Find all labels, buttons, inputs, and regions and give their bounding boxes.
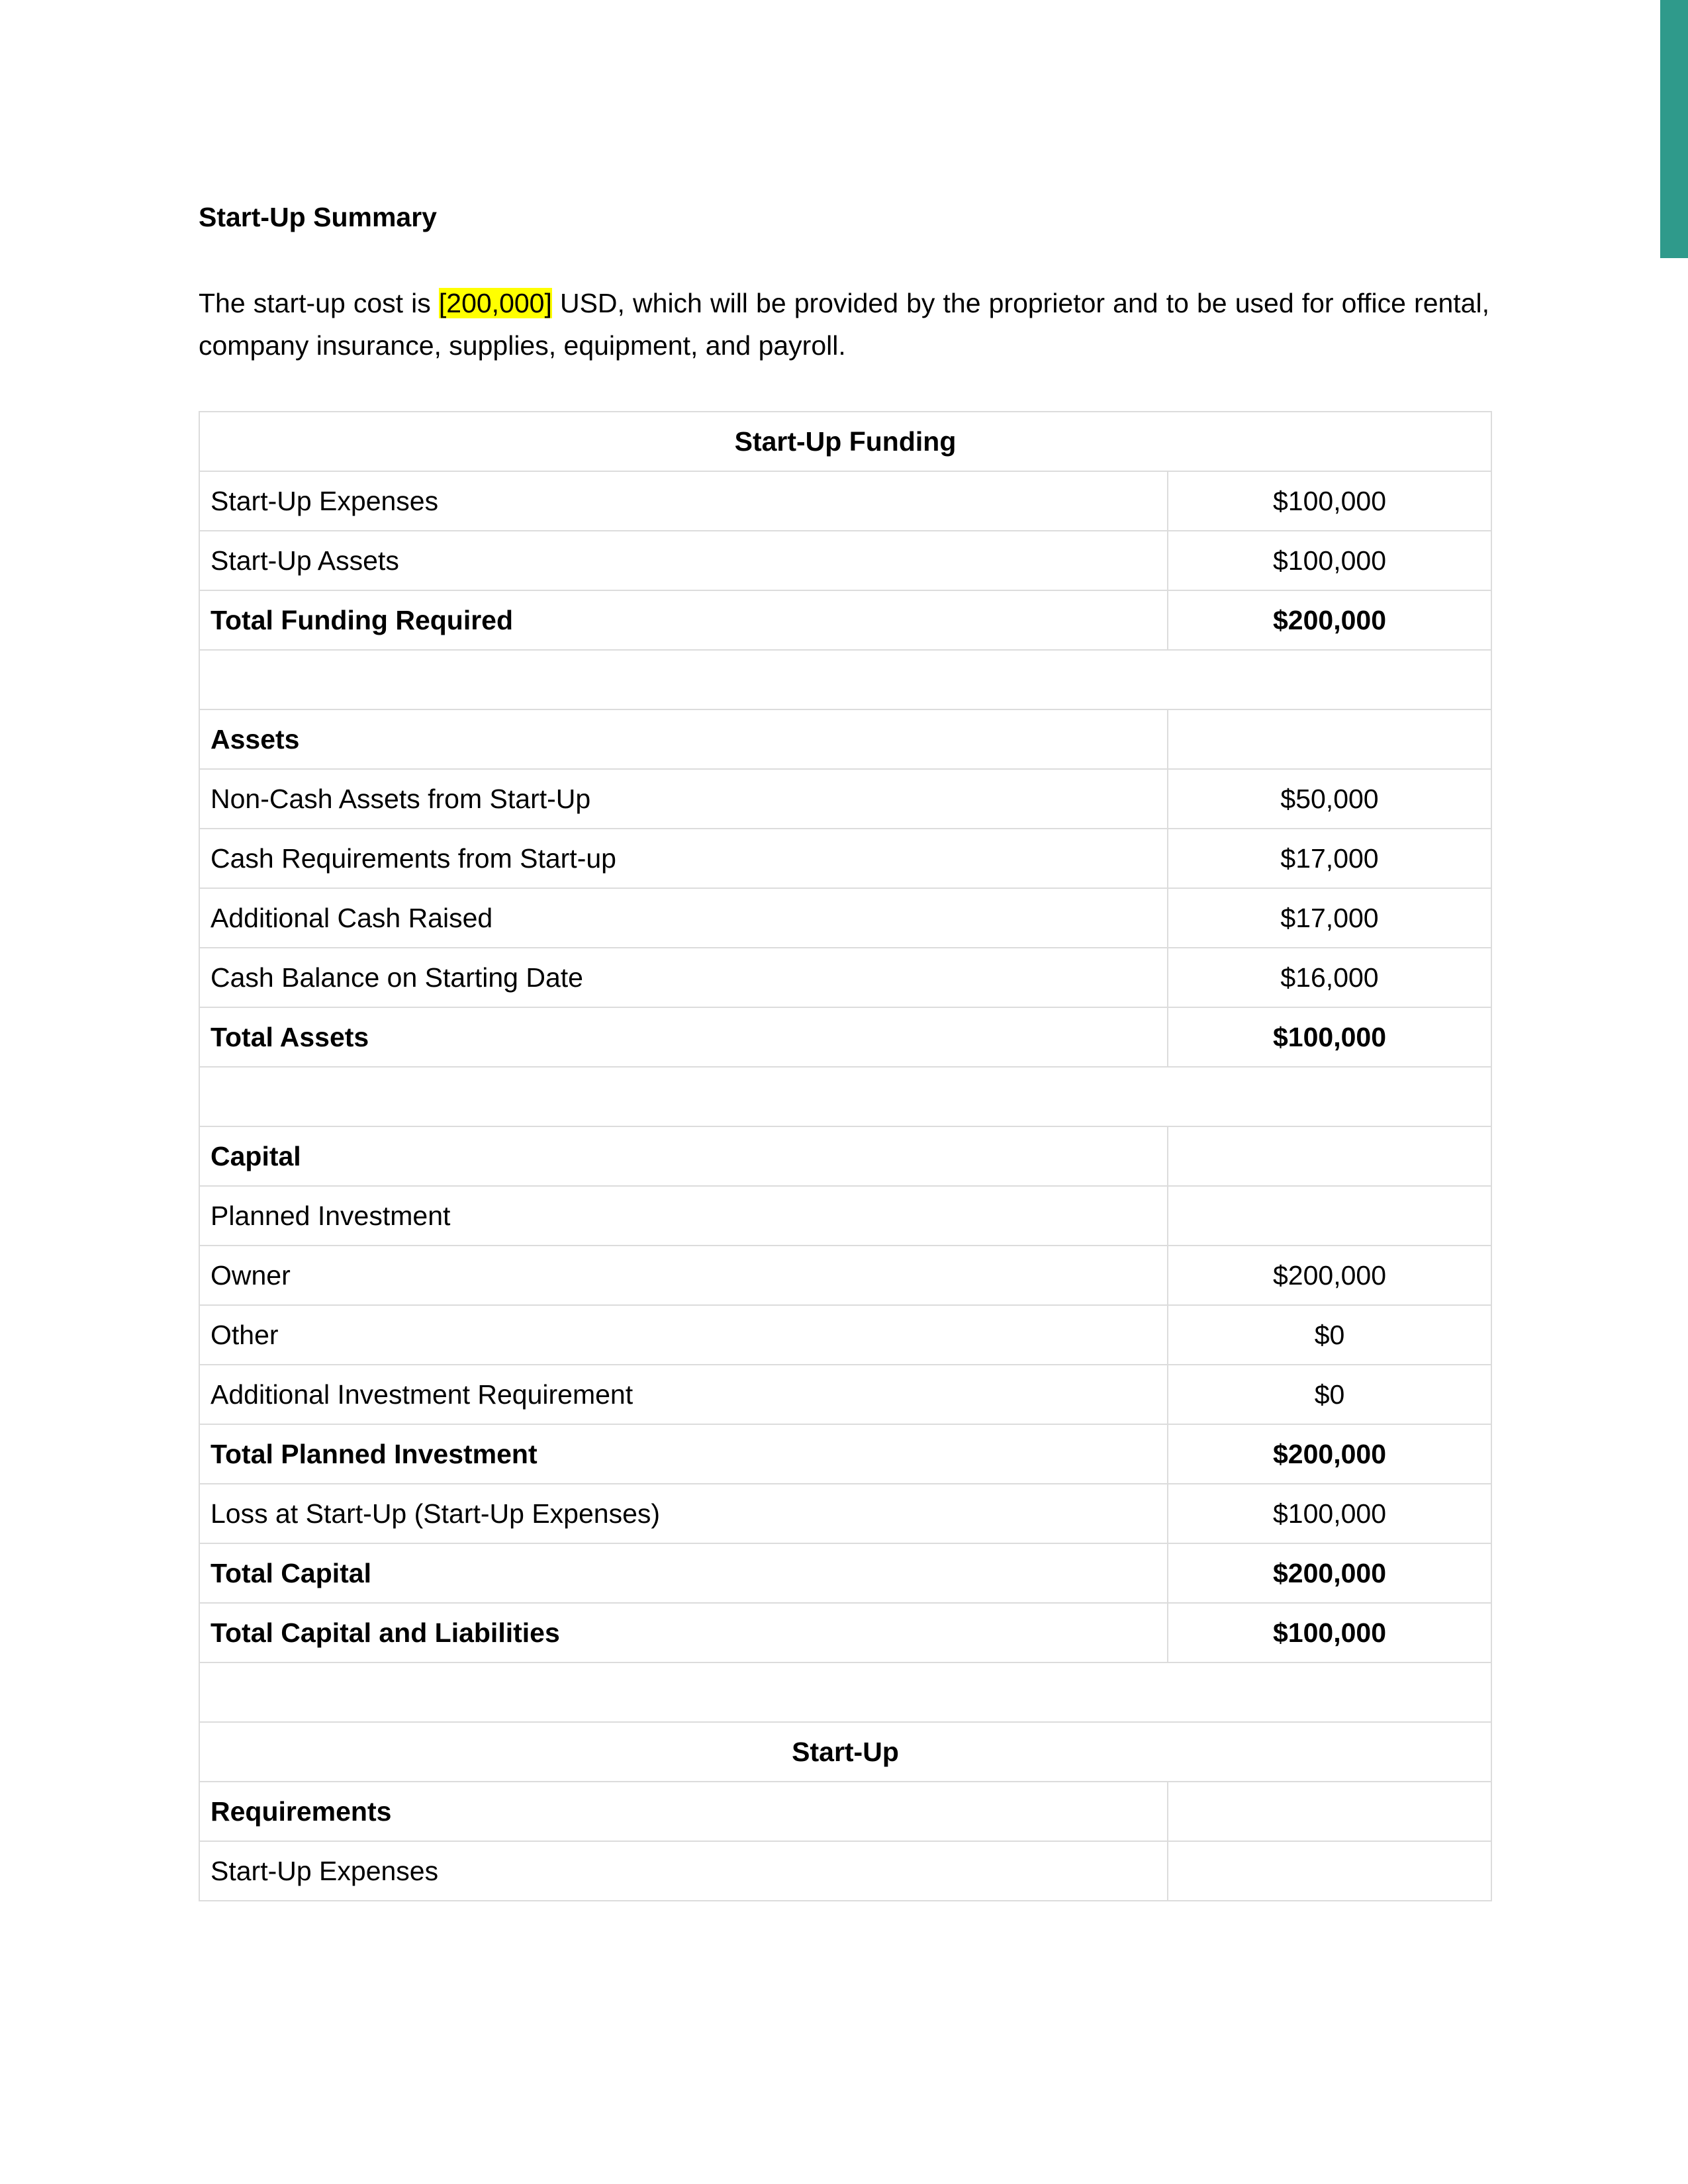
table-row <box>199 769 1491 829</box>
row-label: Total Capital <box>199 1543 1168 1603</box>
row-label: Total Capital and Liabilities <box>199 1603 1168 1662</box>
row-value: $0 <box>1168 1365 1491 1424</box>
row-value: $200,000 <box>1168 1246 1491 1305</box>
intro-text-after: USD, which will be provided by the proprietor and to be used for office rental, company insurance, supplies, equipment, and payroll. <box>199 288 1489 361</box>
row-value: $100,000 <box>1168 531 1491 590</box>
table-row <box>199 531 1491 590</box>
table-row <box>199 888 1491 948</box>
spacer-cell <box>199 1662 1491 1722</box>
intro-paragraph <box>199 282 1489 367</box>
row-value: $100,000 <box>1168 1007 1491 1067</box>
row-label: Cash Balance on Starting Date <box>199 948 1168 1007</box>
requirements-title: Requirements <box>199 1782 1168 1841</box>
section-header-row <box>199 1126 1491 1186</box>
row-label: Total Funding Required <box>199 590 1168 650</box>
row-value: $17,000 <box>1168 829 1491 888</box>
row-value <box>1168 1841 1491 1901</box>
table-row <box>199 1841 1491 1901</box>
total-row <box>199 1543 1491 1603</box>
table-row <box>199 1305 1491 1365</box>
row-value <box>1168 1186 1491 1246</box>
row-label: Planned Investment <box>199 1186 1168 1246</box>
highlighted-amount: [200,000] <box>438 288 552 318</box>
row-label: Start-Up Expenses <box>199 1841 1168 1901</box>
row-label: Cash Requirements from Start-up <box>199 829 1168 888</box>
total-row <box>199 1007 1491 1067</box>
table-row <box>199 829 1491 888</box>
spacer-row <box>199 1662 1491 1722</box>
row-label: Loss at Start-Up (Start-Up Expenses) <box>199 1484 1168 1543</box>
empty-cell <box>1168 709 1491 769</box>
table-row <box>199 1484 1491 1543</box>
accent-bar <box>1660 0 1688 258</box>
empty-cell <box>1168 1782 1491 1841</box>
capital-title: Capital <box>199 1126 1168 1186</box>
assets-title: Assets <box>199 709 1168 769</box>
spacer-cell <box>199 650 1491 709</box>
row-value: $200,000 <box>1168 1543 1491 1603</box>
startup-title: Start-Up <box>199 1722 1491 1782</box>
section-heading: Start-Up Summary <box>199 202 437 232</box>
row-value: $200,000 <box>1168 1424 1491 1484</box>
total-row <box>199 1603 1491 1662</box>
section-header-row <box>199 1782 1491 1841</box>
row-label: Additional Investment Requirement <box>199 1365 1168 1424</box>
row-value: $16,000 <box>1168 948 1491 1007</box>
table-row <box>199 471 1491 531</box>
row-label: Start-Up Assets <box>199 531 1168 590</box>
table-row <box>199 1186 1491 1246</box>
row-value: $0 <box>1168 1305 1491 1365</box>
section-header-row <box>199 709 1491 769</box>
intro-text-before: The start-up cost is <box>199 288 439 318</box>
spacer-row <box>199 1067 1491 1126</box>
row-value: $100,000 <box>1168 1484 1491 1543</box>
row-value: $200,000 <box>1168 590 1491 650</box>
row-label: Non-Cash Assets from Start-Up <box>199 769 1168 829</box>
total-row <box>199 1424 1491 1484</box>
row-value: $100,000 <box>1168 471 1491 531</box>
funding-title: Start-Up Funding <box>199 412 1491 471</box>
row-value: $100,000 <box>1168 1603 1491 1662</box>
table-header-row <box>199 1722 1491 1782</box>
row-label: Total Planned Investment <box>199 1424 1168 1484</box>
table-row <box>199 948 1491 1007</box>
row-label: Total Assets <box>199 1007 1168 1067</box>
row-value: $17,000 <box>1168 888 1491 948</box>
total-row <box>199 590 1491 650</box>
table-header-row <box>199 412 1491 471</box>
row-label: Start-Up Expenses <box>199 471 1168 531</box>
spacer-row <box>199 650 1491 709</box>
table-row <box>199 1246 1491 1305</box>
startup-funding-table <box>199 411 1492 1901</box>
table-row <box>199 1365 1491 1424</box>
row-label: Additional Cash Raised <box>199 888 1168 948</box>
row-label: Owner <box>199 1246 1168 1305</box>
row-value: $50,000 <box>1168 769 1491 829</box>
spacer-cell <box>199 1067 1491 1126</box>
empty-cell <box>1168 1126 1491 1186</box>
row-label: Other <box>199 1305 1168 1365</box>
